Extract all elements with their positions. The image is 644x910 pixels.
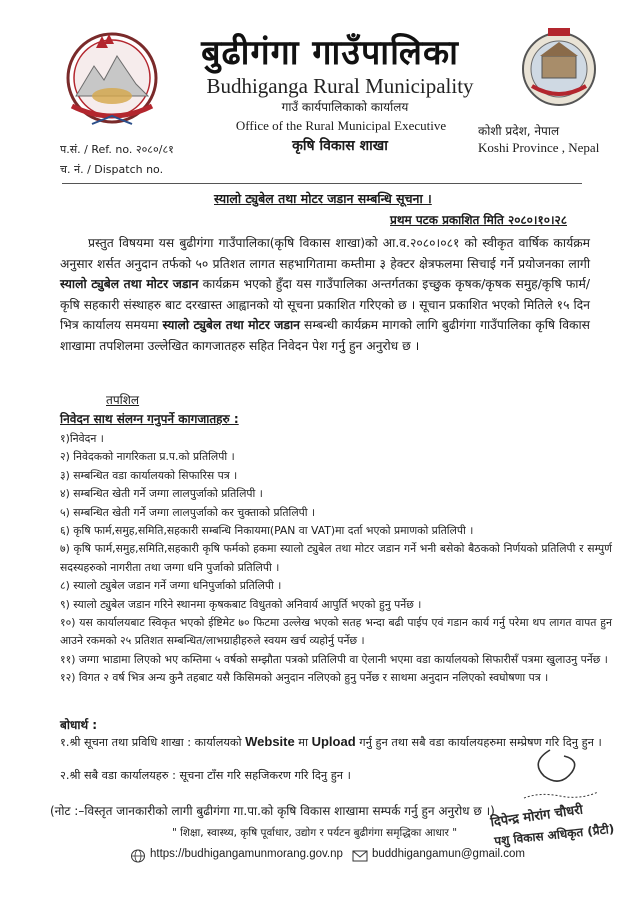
- list-item: ८) स्यालो ट्युबेल जडान गर्ने जग्गा धनिपुर्जाको प्रतिलिपी ।: [60, 579, 282, 593]
- list-item: ४) सम्बन्धित खेती गर्ने जग्गा लालपुर्जाको प्रतिलिपी ।: [60, 487, 263, 501]
- globe-icon: [130, 849, 146, 863]
- info-text: मा: [294, 736, 312, 749]
- para-part: सम्बन्धी कार्यक्रम मागको लागि बुढीगंगा गाउँपालिका कृषि विकास शाखामा तपशिलमा उल्लेखित कागजातहरु सहित निवेदन पेश गर्नु हुन अनुरोध छ ।: [60, 318, 590, 353]
- requirements-heading: निवेदन साथ संलग्न गनुपर्ने कागजातहरु :: [60, 412, 239, 426]
- reference-number: प.सं. / Ref. no. २०८०/८१: [60, 143, 174, 156]
- publication-date: प्रथम पटक प्रकाशित मिति २०८०।१०।२८: [390, 213, 567, 227]
- program-name-bold: स्यालो ट्युबेल तथा मोटर जडान: [60, 277, 199, 291]
- dispatch-number: च. नं. / Dispatch no.: [60, 163, 164, 176]
- para-part: कार्यक्रम भएको हुँदा यस गाउँपालिका अन्तर्गतका इच्छुक कृषक/कृषक समुह/कृषि फार्म/कृषि सहकारी संस्थाहरु बाट दरखास्त आह्वानको यो सूचना प्रकाशित गरिएको छ । सूचान प्रकाशित भएको मितिले १५ दिन भित्र कार्यालय समयमा: [60, 277, 590, 332]
- office-name-english: Office of the Rural Municipal Executive: [235, 118, 447, 133]
- email-icon: [352, 849, 368, 863]
- requirements-list: [60, 430, 612, 688]
- header-divider: [62, 183, 582, 184]
- list-item: ६) कृषि फार्म,समुह,समिति,सहकारी सम्बन्धि निकायमा(PAN वा VAT)मा दर्ता भएको प्रमाणको प्रतिलिपी ।: [60, 524, 474, 538]
- email-link[interactable]: buddhigangamun@gmail.com: [372, 848, 525, 860]
- nepal-emblem-logo: [62, 26, 162, 136]
- signatory-designation: पशु विकास अधिकृत (प्रैटी): [493, 821, 615, 849]
- municipality-seal-logo: [520, 20, 598, 118]
- para-part: प्रस्तुत विषयमा यस बुढीगंगा गाउँपालिका(कृषि विकास शाखा)को आ.व.२०८०।०८१ को स्वीकृत वार्षिक कार्यक्रम अनुसार शर्सत अनुदान तर्फको ५० प्रतिशत लागत सहभागितामा कम्तीमा ३ हेक्टर क्षेत्रफलमा सिचाई गर्ने प्रयोजनका लागी: [60, 236, 590, 271]
- signatory-name: दिपेन्द्र मोरांग चौधरी: [489, 802, 584, 831]
- province-english: Koshi Province , Nepal: [478, 140, 600, 155]
- list-item: ५) सम्बन्धित खेती गर्ने जग्गा लालपुर्जाको कर चुक्ताको प्रतिलिपी ।: [60, 505, 316, 519]
- program-name-bold: स्यालो ट्युबेल तथा मोटर जडान: [162, 318, 301, 332]
- notice-subject: स्यालो ट्युबेल तथा मोटर जडान सम्बन्धि सूचना ।: [214, 191, 432, 206]
- info-item-2: २.श्री सबै वडा कार्यालयहरु : सूचना टाँस गरि सहजिकरण गरि दिनु हुन ।: [60, 769, 351, 782]
- list-item: १)निवेदन ।: [60, 432, 104, 445]
- footer-slogan: " शिक्षा, स्वास्थ्य, कृषि पूर्वाधार, उद्योग र पर्यटन बुढीगंगा समृद्धिका आधार ": [172, 827, 458, 839]
- info-text: १.श्री सूचना तथा प्रविधि शाखा : कार्यालयको: [60, 736, 246, 749]
- notice-paragraph: [60, 233, 590, 356]
- details-heading: तपशिल: [106, 393, 140, 407]
- info-text: गर्नु हुन तथा सबै वडा कार्यालयहरुमा सम्प्रेषण गरि दिनु हुन ।: [355, 736, 602, 749]
- list-item: ९) स्यालो ट्युबेल जडान गरिने स्थानमा कृषकबाट विधुतको अनिवार्य आपुर्ति भएको हुनु पर्नेछ ।: [60, 597, 422, 611]
- list-item: १२) विगत २ वर्ष भित्र अन्य कुनै तहबाट यसै किसिमको अनुदान नलिएको हुनु पर्नेछ र साथमा अनुदान नलिएको स्वघोषणा पत्र ।: [60, 671, 549, 685]
- list-item: ३) सम्बन्धित वडा कार्यालयको सिफारिस पत्र ।: [60, 468, 238, 482]
- info-heading: बोधार्थ :: [60, 718, 98, 732]
- office-name-nepali: गाउँ कार्यपालिकाको कार्यालय: [281, 100, 409, 114]
- list-item: ११) जग्गा भाडामा लिएको भए कम्तिमा ५ वर्षको सम्झौता पत्रको प्रतिलिपी वा ऐलानी भएमा वडा कार्यालयको सिफारीसँ पत्रमा खुलाउनु पर्नेछ ।: [60, 652, 608, 666]
- list-item: ७) कृषि फार्म,समुह,समिति,सहकारी कृषि फर्मको हकमा स्यालो ट्युबेल तथा मोटर जडान गर्ने भनी बसेको बैठकको निर्णयको प्रतिलिपी र सम्पुर्ण सदस्यहरुको नागरीता तथा जग्गा धनि पुर्जाको प्रतिलिपी ।: [60, 542, 612, 574]
- signature-scribble: [520, 742, 600, 804]
- list-item: २) निवेदकको नागरिकता प्र.प.को प्रतिलिपी ।: [60, 450, 235, 464]
- branch-name: कृषि विकास शाखा: [292, 138, 388, 154]
- website-link[interactable]: https://budhigangamunmorang.gov.np: [150, 848, 343, 860]
- upload-word: Upload: [311, 734, 356, 749]
- province-nepali: कोशी प्रदेश, नेपाल: [478, 124, 560, 138]
- footer-note: (नोट :–विस्तृत जानकारीको लागी बुढीगंगा गा.पा.को कृषि विकास शाखामा सम्पर्क गर्नु हुन अनुरोध छ ।): [50, 804, 495, 818]
- list-item: १०) यस कार्यालयबाट स्विकृत भएको ईष्टिमेट ७० फिटमा उल्लेख भएको सतह भन्दा बढी पाईप एवं गडान कार्य गर्नु परेमा थप लागत वापत हुन आउने रकमको २५ प्रतिशत सम्बन्धित/लाभग्राहीहरुले स्वयम खर्च व्यहोर्नु पर्नेछ ।: [60, 616, 612, 648]
- municipality-name-english: Budhiganga Rural Municipality: [206, 74, 474, 98]
- website-word: Website: [245, 734, 295, 749]
- municipality-name-nepali: बुढीगंगा गाउँपालिका: [201, 33, 459, 73]
